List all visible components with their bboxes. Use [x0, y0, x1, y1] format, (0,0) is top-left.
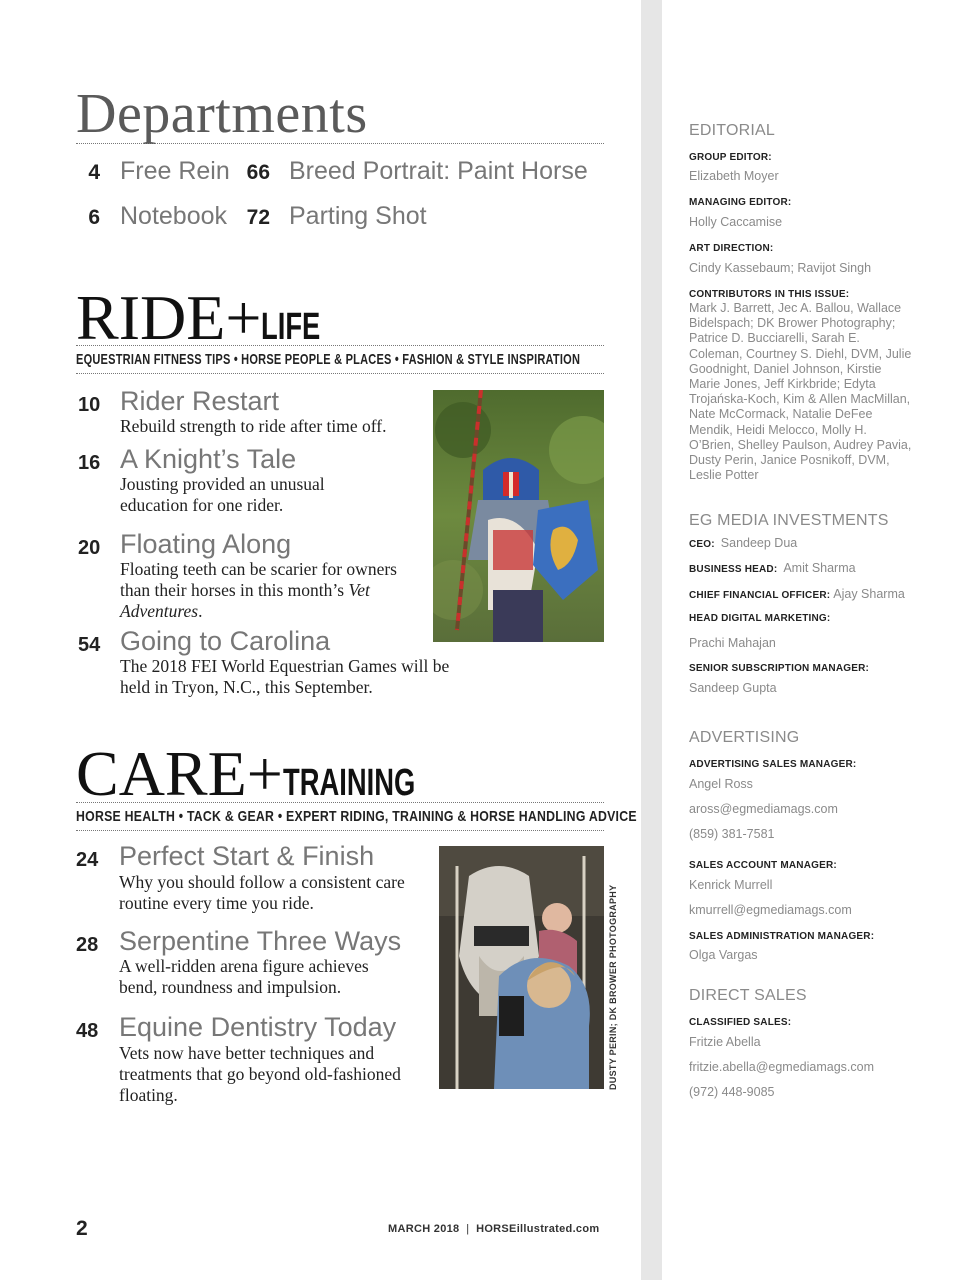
- masthead-name: Fritzie Abella: [689, 1035, 761, 1049]
- masthead-role: BUSINESS HEAD:: [689, 564, 778, 575]
- dept-label[interactable]: Breed Portrait: Paint Horse: [289, 157, 588, 185]
- advertising-heading: ADVERTISING: [689, 729, 800, 746]
- dept-num: 66: [246, 161, 270, 184]
- ceo-line: [689, 536, 939, 550]
- article-title[interactable]: Rider Restart: [120, 386, 280, 416]
- care-training-tagline: HORSE HEALTH • TACK & GEAR • EXPERT RIDING, TRAINING & HORSE HANDLING ADVICE: [76, 808, 637, 825]
- article-number: 48: [76, 1020, 99, 1042]
- article-title[interactable]: Perfect Start & Finish: [119, 841, 375, 871]
- article-title[interactable]: Serpentine Three Ways: [119, 926, 402, 956]
- care-training-rule-bottom: [76, 830, 604, 831]
- ride-life-big: RIDE+: [76, 282, 262, 353]
- masthead-name: Cindy Kassebaum; Ravijot Singh: [689, 261, 872, 275]
- contributors-list: Mark J. Barrett, Jec A. Ballou, Wallace Bidelspach; DK Brower Photography; Patrice D. Bucciarelli, Sarah E. Coleman, Courtney S. Diehl, DVM, Julie Goodnight, Daniel Johnson, Kirstie Marie Jones, Jeff Kirkbride; Edyta Trojańska-Koch, Kim & Allen MacMillan, Nate McCormack, Natalie DeFee Mendik, Heidi Melocco, Molly H. O’Brien, Shelley Paulson, Audrey Pavia, Dusty Perin, Janice Posnikoff, DVM, Leslie Potter: [689, 301, 912, 483]
- ride-life-heading: [76, 282, 344, 353]
- dentistry-photo: [439, 846, 604, 1089]
- email-link[interactable]: fritzie.abella@egmediamags.com: [689, 1060, 874, 1074]
- email-link[interactable]: aross@egmediamags.com: [689, 802, 838, 816]
- masthead-role: SENIOR SUBSCRIPTION MANAGER:: [689, 663, 870, 674]
- masthead-name: Angel Ross: [689, 777, 753, 791]
- masthead-role: SALES ACCOUNT MANAGER:: [689, 860, 837, 871]
- masthead-role: ADVERTISING SALES MANAGER:: [689, 759, 857, 770]
- departments-rule: [76, 143, 604, 144]
- direct-sales-heading: DIRECT SALES: [689, 987, 807, 1004]
- phone-number: (972) 448-9085: [689, 1085, 775, 1099]
- dept-num: 6: [88, 206, 100, 229]
- article-number: 10: [78, 394, 101, 416]
- masthead-name: Olga Vargas: [689, 948, 758, 962]
- dept-label[interactable]: Notebook: [120, 202, 228, 230]
- masthead-role: GROUP EDITOR:: [689, 152, 772, 163]
- article-desc-text: Floating teeth can be scarier for owners than their horses in this month’s: [120, 559, 397, 600]
- article-title[interactable]: A Knight’s Tale: [120, 444, 297, 474]
- article-number: 28: [76, 934, 99, 956]
- article-number: 16: [78, 452, 101, 474]
- article-desc: The 2018 FEI World Equestrian Games will be held in Tryon, N.C., this September.: [120, 656, 450, 697]
- footer-date: MARCH 2018: [388, 1223, 460, 1235]
- article-number: 24: [76, 849, 99, 871]
- footer-separator: |: [466, 1223, 470, 1235]
- knight-photo: [433, 390, 604, 642]
- care-training-rule-top: [76, 802, 604, 803]
- ride-life-tagline: EQUESTRIAN FITNESS TIPS • HORSE PEOPLE & PLACES • FASHION & STYLE INSPIRATION: [76, 351, 581, 368]
- business-head-line: [689, 561, 939, 575]
- masthead-role: CLASSIFIED SALES:: [689, 1017, 792, 1028]
- article-title[interactable]: Floating Along: [120, 529, 292, 559]
- photo-credit: DUSTY PERIN; DK BROWER PHOTOGRAPHY: [608, 884, 618, 1090]
- article-desc: [120, 559, 425, 622]
- phone-number: (859) 381-7581: [689, 827, 775, 841]
- masthead-name: Prachi Mahajan: [689, 636, 776, 650]
- article-number: 54: [78, 634, 101, 656]
- dept-label[interactable]: Free Rein: [120, 157, 230, 185]
- article-desc-italic: Vet Adventures: [120, 580, 370, 621]
- masthead-role: CONTRIBUTORS IN THIS ISSUE:: [689, 289, 850, 300]
- article-desc: Vets now have better techniques and treatments that go beyond old-fashioned floating.: [119, 1043, 401, 1105]
- article-title[interactable]: Equine Dentistry Today: [119, 1012, 397, 1042]
- masthead-role: MANAGING EDITOR:: [689, 197, 792, 208]
- ride-life-small: LIFE: [261, 306, 321, 348]
- masthead-name: Sandeep Gupta: [689, 681, 777, 695]
- article-desc: Jousting provided an unusual education for one rider.: [120, 474, 325, 515]
- footer-folio: [388, 1223, 599, 1235]
- care-training-heading: [76, 738, 466, 809]
- departments-title: Departments: [76, 83, 368, 145]
- email-link[interactable]: kmurrell@egmediamags.com: [689, 903, 852, 917]
- masthead-name: Ajay Sharma: [833, 587, 905, 601]
- masthead-role: HEAD DIGITAL MARKETING:: [689, 613, 831, 624]
- masthead-role: SALES ADMINISTRATION MANAGER:: [689, 931, 875, 942]
- care-training-big: CARE+: [76, 738, 283, 809]
- page-number: 2: [76, 1217, 88, 1240]
- masthead-name: Sandeep Dua: [720, 536, 798, 550]
- masthead-role: CEO:: [689, 539, 715, 550]
- masthead-name: Elizabeth Moyer: [689, 169, 779, 183]
- article-desc-end: .: [198, 601, 203, 621]
- ride-life-rule-bottom: [76, 373, 604, 374]
- gutter-strip: [641, 0, 662, 1280]
- editorial-heading: EDITORIAL: [689, 122, 775, 139]
- article-desc: A well-ridden arena figure achieves bend, roundness and impulsion.: [119, 956, 369, 997]
- masthead-name: Kenrick Murrell: [689, 878, 773, 892]
- article-title[interactable]: Going to Carolina: [120, 626, 331, 656]
- footer-site[interactable]: HORSEillustrated.com: [476, 1223, 600, 1235]
- ride-life-rule-top: [76, 345, 604, 346]
- masthead-name: Amit Sharma: [783, 561, 856, 575]
- masthead-role: CHIEF FINANCIAL OFFICER:: [689, 590, 831, 601]
- masthead-role: ART DIRECTION:: [689, 243, 774, 254]
- cfo-line: [689, 587, 939, 601]
- dept-num: 72: [246, 206, 270, 229]
- dept-label[interactable]: Parting Shot: [289, 202, 427, 230]
- article-desc: Rebuild strength to ride after time off.: [120, 416, 387, 436]
- article-desc: Why you should follow a consistent care routine every time you ride.: [119, 872, 405, 913]
- dept-num: 4: [88, 161, 100, 184]
- care-training-small: TRAINING: [282, 762, 416, 804]
- eg-media-heading: EG MEDIA INVESTMENTS: [689, 512, 889, 529]
- article-number: 20: [78, 537, 101, 559]
- masthead-name: Holly Caccamise: [689, 215, 783, 229]
